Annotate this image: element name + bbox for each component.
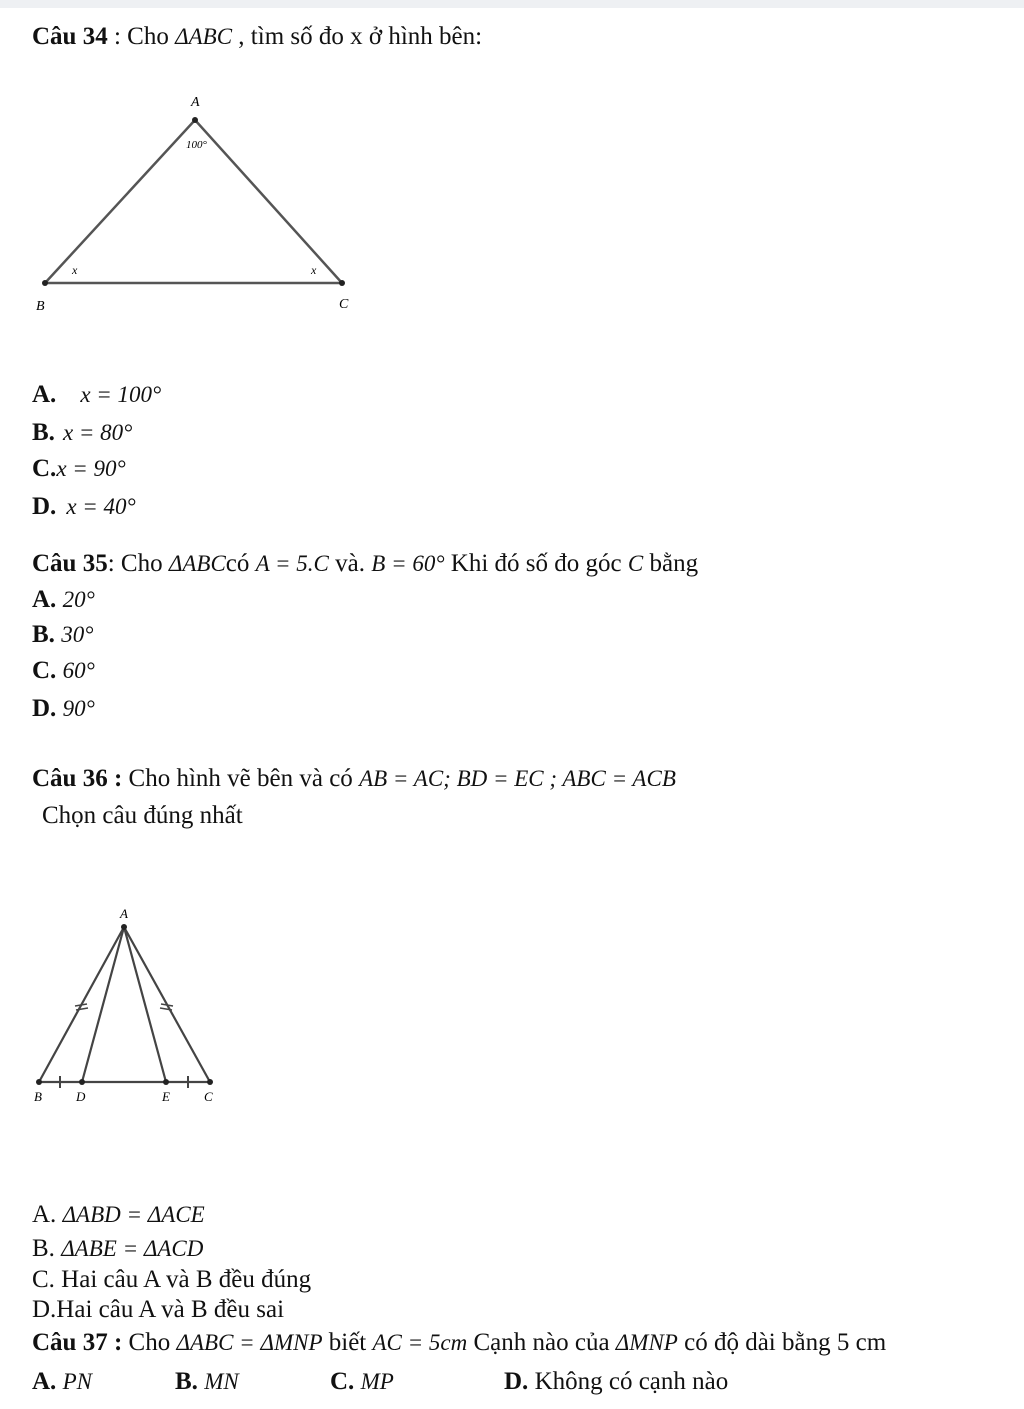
angle-a-label: 100° [186,139,207,151]
q36-option-a: A. ΔABD = ΔACE [32,1201,205,1228]
label-d: D [76,1089,86,1104]
vertex-c [339,280,345,286]
vertex-e [163,1079,169,1085]
label-c: C [339,297,349,312]
top-edge-bar [0,0,1024,8]
triangle-abc-figure [30,90,370,320]
label-a: A [191,95,200,110]
label-c-2: C [204,1089,213,1104]
vertex-b-2 [36,1079,42,1085]
question-36-stem: Câu 36 : Cho hình vẽ bên và có AB = AC; BD = EC ; ABC = ACB [32,765,676,792]
q34-option-c: C.x = 90° [32,455,126,482]
tick-ab-1 [75,1004,87,1006]
vertex-a [192,117,198,123]
q35-option-a: A. 20° [32,586,95,613]
question-34-stem: Câu 34 : Cho ΔABC , tìm số đo x ở hình bên: [32,23,483,50]
vertex-c-2 [207,1079,213,1085]
q37-option-b: B. MN [175,1368,239,1395]
label-b: B [36,299,45,314]
q34-option-a: A. x = 100° [32,381,162,408]
question-34-label: Câu 34 [32,23,108,50]
segment-ad [82,927,124,1082]
label-b-2: B [34,1089,42,1104]
label-a-2: A [120,906,128,921]
q35-option-c: C. 60° [32,657,95,684]
label-e: E [162,1089,170,1104]
q35-option-b: B. 30° [32,621,94,648]
tick-ab-2 [76,1008,88,1010]
q35-option-d: D. 90° [32,695,95,722]
tick-ac-1 [161,1004,173,1006]
q34-option-d: D. x = 40° [32,493,136,520]
question-35-stem: Câu 35: Cho ΔABCcó A = 5.C và. B = 60° Khi đó số đo góc C bằng [32,550,699,577]
question-36-label: Câu 36 : [32,765,123,792]
question-36-instruction: Chọn câu đúng nhất [42,802,243,829]
q36-option-d: D.Hai câu A và B đều sai [32,1296,285,1323]
q36-option-c: C. Hai câu A và B đều đúng [32,1266,312,1293]
q36-option-b: B. ΔABE = ΔACD [32,1235,204,1262]
vertex-b [42,280,48,286]
isosceles-figure [20,900,240,1110]
question-35-label: Câu 35 [32,550,108,577]
q37-option-d: D. Không có cạnh nào [504,1368,729,1395]
question-37-label: Câu 37 : [32,1329,123,1356]
math-triangle-abc: ΔABC [175,24,233,49]
q34-option-b: B. x = 80° [32,419,133,446]
angle-c-label: x [311,263,317,277]
q37-option-a: A. PN [32,1368,92,1395]
angle-b-label: x [72,263,78,277]
vertex-d [79,1079,85,1085]
segment-ae [124,927,166,1082]
q37-option-c: C. MP [330,1368,394,1395]
question-37-stem: Câu 37 : Cho ΔABC = ΔMNP biết AC = 5cm Cạnh nào của ΔMNP có độ dài bằng 5 cm [32,1329,887,1356]
vertex-a-2 [121,924,127,930]
